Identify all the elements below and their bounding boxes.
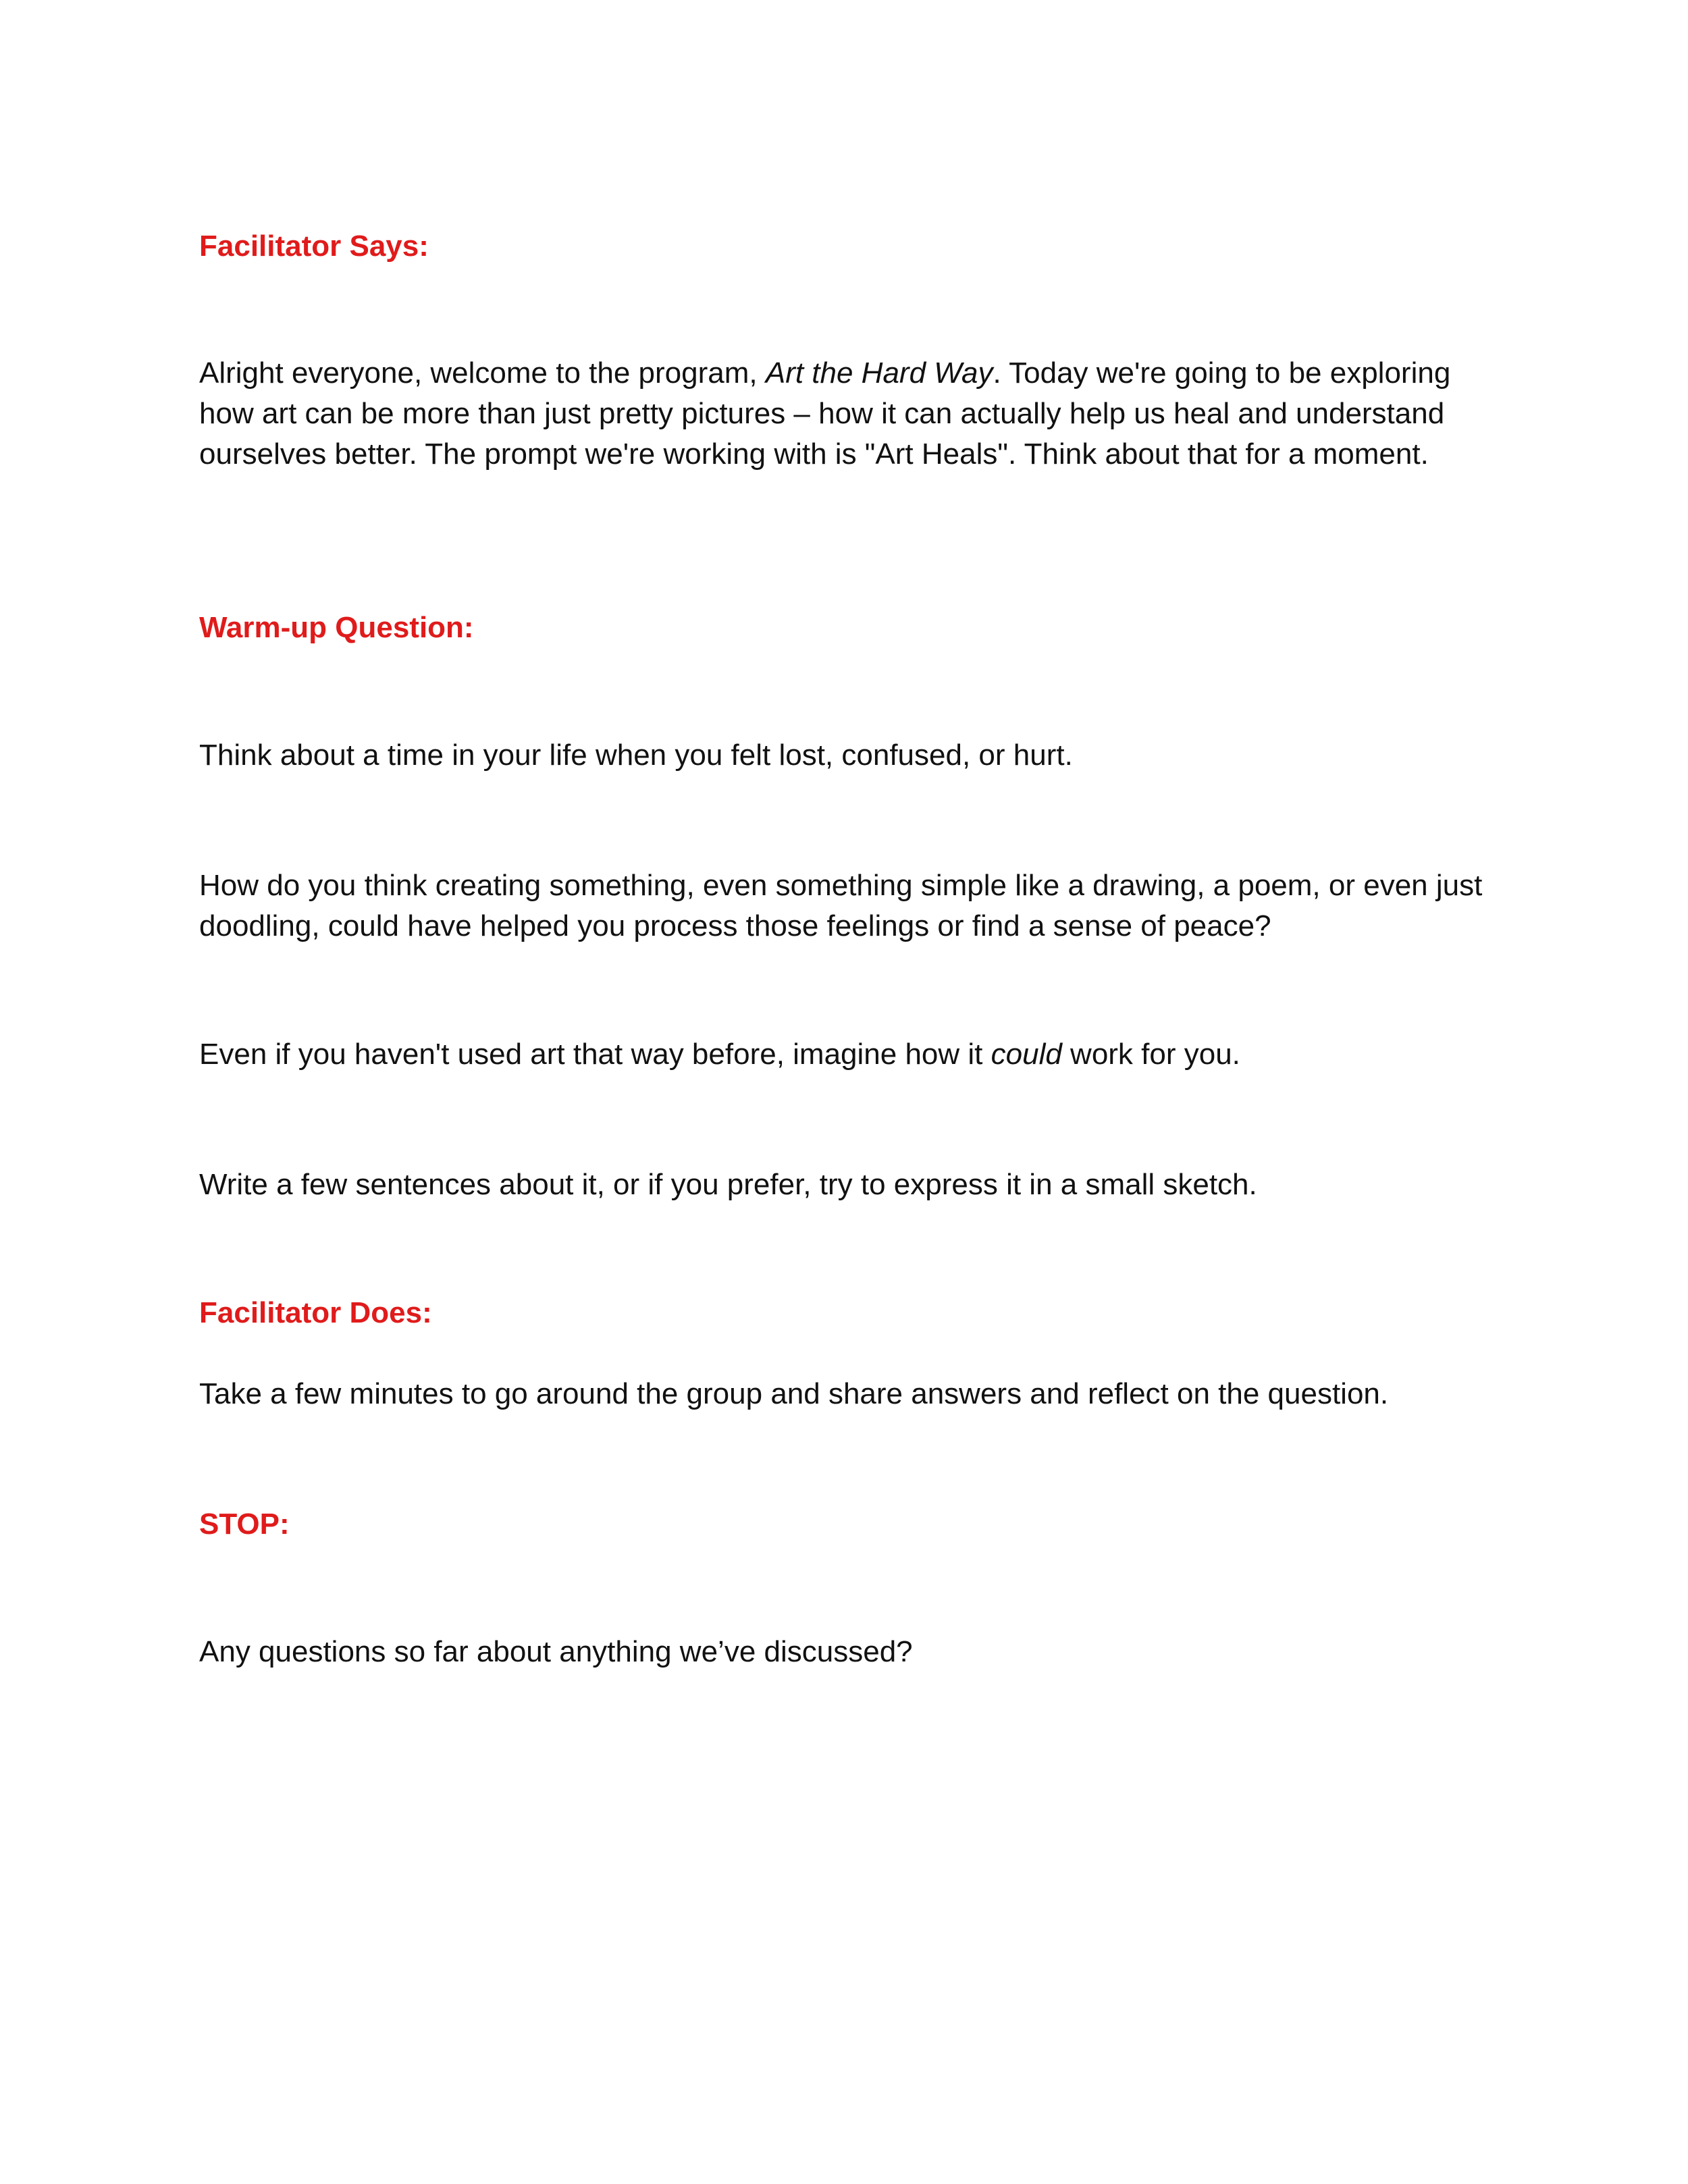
welcome-text-end: . Today we're going to be exploring how art can be more than just pretty pictures – how it can actually help us heal and understand ourselves better. The prompt we're working with is "Art Heals". Think about that for a moment.	[199, 356, 1451, 471]
stop-heading: STOP:	[199, 1508, 290, 1541]
warm-up-paragraph-4: Write a few sentences about it, or if you prefer, try to express it in a small sketch.	[199, 1168, 1257, 1201]
warm-up-question-heading: Warm-up Question:	[199, 611, 474, 644]
warm-up-paragraph-2: How do you think creating something, even something simple like a drawing, a poem, or even just doodling, could have helped you process those feelings or find a sense of peace?	[199, 869, 1483, 942]
warm-up-p3-start: Even if you haven't used art that way before, imagine how it	[199, 1038, 991, 1071]
warm-up-paragraph-1: Think about a time in your life when you felt lost, confused, or hurt.	[199, 739, 1073, 772]
warm-up-paragraph-3	[199, 1034, 1489, 1075]
facilitator-says-heading: Facilitator Says:	[199, 230, 429, 263]
facilitator-does-paragraph: Take a few minutes to go around the group and share answers and reflect on the question.	[199, 1377, 1389, 1410]
welcome-text-start: Alright everyone, welcome to the program,	[199, 356, 766, 390]
facilitator-does-heading: Facilitator Does:	[199, 1296, 432, 1329]
welcome-paragraph	[199, 353, 1489, 475]
warm-up-p3-emphasis: could	[991, 1038, 1062, 1071]
program-title: Art the Hard Way	[765, 356, 993, 390]
warm-up-p3-end: work for you.	[1061, 1038, 1240, 1071]
stop-paragraph: Any questions so far about anything we’ve discussed?	[199, 1635, 913, 1668]
